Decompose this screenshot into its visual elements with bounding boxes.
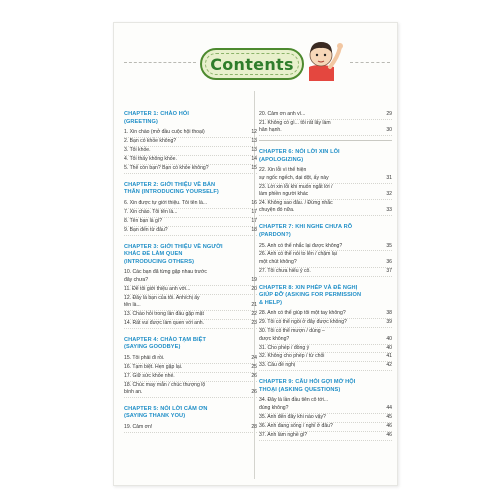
toc-entry-title: 23. Lời xin lỗi khi muốn ngắt lời / làm phiền người khác bbox=[259, 183, 333, 198]
toc-entry-page: 17 bbox=[251, 217, 257, 224]
toc-entry-page: 24 bbox=[251, 354, 257, 361]
toc-entry-page: 25 bbox=[251, 363, 257, 370]
toc-entry[interactable] bbox=[259, 423, 392, 432]
chapter-heading[interactable]: CHAPTER 1: CHÀO HỎI (GREETING) bbox=[124, 111, 189, 125]
chapter-heading[interactable]: CHAPTER 6: NÓI LỜI XIN LỖI (APOLOGIZING) bbox=[259, 149, 340, 163]
toc-entry-page: 22 bbox=[251, 310, 257, 317]
toc-entry-page: 13 bbox=[251, 138, 257, 145]
toc-entry[interactable] bbox=[259, 432, 392, 441]
toc-right-chapters bbox=[259, 149, 392, 440]
toc-entry[interactable] bbox=[124, 129, 257, 138]
chapter-heading[interactable]: CHAPTER 2: GIỚI THIỆU VỀ BẢN THÂN (INTRODUCING YOURSELF) bbox=[124, 181, 219, 196]
toc-entry[interactable] bbox=[259, 362, 392, 371]
toc-entry-title: 29. Tôi có thể ngồi ở đây được không? bbox=[259, 319, 347, 326]
toc-entry-page: 42 bbox=[386, 362, 392, 369]
toc-entry[interactable] bbox=[124, 320, 257, 329]
toc-right-column bbox=[259, 94, 392, 441]
toc-entry[interactable] bbox=[124, 218, 257, 227]
toc-entry-page: 29 bbox=[386, 111, 392, 117]
toc-entry[interactable] bbox=[124, 200, 257, 209]
toc-entry-title: 25. Anh có thể nhắc lại được không? bbox=[259, 242, 343, 249]
toc-entry[interactable] bbox=[259, 353, 392, 362]
toc-entry[interactable] bbox=[259, 111, 392, 120]
toc-entry-title: 17. Giữ sức khỏe nhé. bbox=[124, 372, 175, 379]
toc-entry[interactable] bbox=[124, 227, 257, 236]
toc-entry[interactable] bbox=[259, 397, 392, 413]
toc-entry[interactable] bbox=[124, 355, 257, 364]
toc-entry[interactable] bbox=[259, 120, 392, 136]
toc-entry-title: 16. Tạm biệt. Hẹn gặp lại. bbox=[124, 363, 183, 370]
toc-entry-page: 40 bbox=[386, 344, 392, 351]
toc-entry[interactable] bbox=[259, 251, 392, 267]
toc-entry-page: 36 bbox=[386, 258, 392, 265]
toc-left-column bbox=[124, 94, 257, 433]
toc-entry[interactable] bbox=[124, 138, 257, 147]
book-page bbox=[113, 22, 398, 486]
toc-entry[interactable] bbox=[124, 364, 257, 373]
toc-entry[interactable] bbox=[124, 165, 257, 174]
toc-entry-page: 46 bbox=[386, 422, 392, 429]
toc-entry-page: 31 bbox=[386, 174, 392, 181]
toc-entry[interactable] bbox=[259, 167, 392, 183]
toc-entry-page: 12 bbox=[251, 129, 257, 136]
toc-entry-title: 15. Tôi phải đi rồi. bbox=[124, 354, 165, 361]
header-dash-left bbox=[124, 62, 196, 63]
toc-entry-title: 21. Không có gì... tôi rất lấy làm hân hạnh. bbox=[259, 119, 331, 134]
toc-entry[interactable] bbox=[124, 269, 257, 285]
toc-entry[interactable] bbox=[259, 345, 392, 354]
toc-entry[interactable] bbox=[124, 286, 257, 295]
toc-entry-title: 12. Đây là bạn của tôi. Anh/chị ấy tên là... bbox=[124, 294, 200, 308]
toc-entry-page: 37 bbox=[386, 267, 392, 274]
toc-entry-title: 3. Tôi khỏe. bbox=[124, 147, 151, 153]
toc-entry[interactable] bbox=[124, 295, 257, 311]
toc-entry-title: 6. Xin được tự giới thiệu. Tôi tên là... bbox=[124, 199, 208, 206]
toc-entry-title: 19. Cảm ơn! bbox=[124, 424, 153, 431]
chapter-heading[interactable]: CHAPTER 4: CHÀO TẠM BIỆT (SAYING GOODBYE) bbox=[124, 336, 206, 351]
toc-entry-title: 14. Rất vui được làm quen với anh. bbox=[124, 319, 205, 326]
toc-entry-page: 18 bbox=[251, 226, 257, 233]
toc-entry-page: 14 bbox=[251, 155, 257, 162]
toc-entry[interactable] bbox=[124, 209, 257, 218]
toc-entry[interactable] bbox=[124, 424, 257, 433]
toc-entry-page: 45 bbox=[386, 413, 392, 420]
toc-entry-title: 27. Tôi chưa hiểu ý cô. bbox=[259, 267, 311, 274]
toc-entry[interactable] bbox=[259, 184, 392, 200]
toc-entry-title: 20. Cảm ơn anh vì... bbox=[259, 111, 306, 117]
toc-entry-page: 23 bbox=[251, 319, 257, 326]
toc-continued-entries bbox=[259, 111, 392, 136]
toc-entry-title: 26. Anh có thể nói to lên / chậm lại một chút không? bbox=[259, 251, 337, 265]
toc-entry[interactable] bbox=[124, 373, 257, 382]
toc-entry[interactable] bbox=[259, 319, 392, 328]
header-dash-right bbox=[350, 62, 390, 63]
toc-entry-title: 9. Bạn đến từ đâu? bbox=[124, 226, 168, 233]
toc-entry-page: 41 bbox=[386, 353, 392, 360]
chapter-heading[interactable]: CHAPTER 5: NÓI LỜI CẢM ƠN (SAYING THANK YOU) bbox=[124, 405, 208, 420]
toc-entry-page: 30 bbox=[386, 127, 392, 134]
toc-entry-title: 11. Để tôi giới thiệu anh với... bbox=[124, 285, 191, 292]
toc-entry-page: 40 bbox=[386, 335, 392, 342]
toc-entry-page: 20 bbox=[251, 285, 257, 292]
toc-entry[interactable] bbox=[124, 311, 257, 320]
toc-entry-page: 15 bbox=[251, 164, 257, 171]
toc-entry-page: 21 bbox=[251, 301, 257, 308]
toc-entry-page: 39 bbox=[386, 319, 392, 326]
toc-entry-title: 24. Không sao đâu. / Đừng nhắc chuyện đó nữa. bbox=[259, 200, 333, 214]
toc-entry-title: 2. Bạn có khỏe không? bbox=[124, 138, 177, 145]
page-title: Contents bbox=[210, 54, 294, 74]
toc-entry-page: 46 bbox=[386, 431, 392, 438]
toc-entry[interactable] bbox=[259, 414, 392, 423]
toc-entry[interactable] bbox=[124, 147, 257, 156]
toc-entry[interactable] bbox=[259, 200, 392, 216]
toc-entry-page: 32 bbox=[386, 191, 392, 198]
toc-entry-title: 37. Anh làm nghề gì? bbox=[259, 431, 308, 438]
toc-entry-title: 28. Anh có thể giúp tôi một tay không? bbox=[259, 310, 346, 317]
toc-entry[interactable] bbox=[124, 382, 257, 398]
toc-entry-title: 8. Tên bạn là gì? bbox=[124, 217, 163, 224]
toc-entry-title: 5. Thế còn bạn? Bạn có khỏe không? bbox=[124, 164, 209, 171]
toc-entry-title: 36. Anh đang sống / nghỉ ở đâu? bbox=[259, 422, 333, 429]
toc-entry-title: 35. Anh đến đây khi nào vậy? bbox=[259, 413, 326, 420]
toc-entry-title: 30. Tôi có thể mượn / dùng – được không? bbox=[259, 328, 325, 342]
section-separator bbox=[259, 140, 392, 141]
toc-entry-title: 7. Xin chào. Tôi tên là... bbox=[124, 208, 178, 215]
cartoon-boy-icon bbox=[304, 37, 344, 87]
toc-entry-page: 35 bbox=[386, 242, 392, 249]
toc-entry-title: 1. Xin chào (mở đầu cuộc hội thoại) bbox=[124, 129, 205, 136]
chapter-heading[interactable]: CHAPTER 9: CÂU HỎI GỢI MỞ HỘI THOẠI (ASKING QUESTIONS) bbox=[259, 379, 356, 393]
chapter-heading[interactable]: CHAPTER 8: XIN PHÉP VÀ ĐỀ NGHỊ GIÚP ĐỠ (ASKING FOR PERMISSION & HELP) bbox=[259, 284, 362, 306]
toc-entry-page: 33 bbox=[386, 207, 392, 214]
toc-entry[interactable] bbox=[259, 268, 392, 277]
toc-entry-page: 17 bbox=[251, 208, 257, 215]
toc-entry-title: 22. Xin lỗi vì thể hiện sự ngốc ngếch, dại dột, ấy này bbox=[259, 167, 329, 181]
toc-entry-page: 16 bbox=[251, 199, 257, 206]
toc-entry-title: 13. Chào hỏi trong lần đầu gặp mặt bbox=[124, 310, 204, 317]
toc-entry-page: 19 bbox=[251, 276, 257, 283]
contents-banner bbox=[200, 48, 304, 80]
toc-entry-title: 10. Các bạn đã từng gặp nhau trước đây chưa? bbox=[124, 269, 207, 283]
toc-entry-page: 26 bbox=[251, 372, 257, 379]
toc-entry-title: 31. Cho phép / đồng ý bbox=[259, 344, 310, 351]
toc-entry[interactable] bbox=[124, 156, 257, 165]
toc-entry-page: 26 bbox=[251, 388, 257, 395]
toc-entry-title: 18. Chúc may mắn / chúc thượng lộ bình an. bbox=[124, 381, 206, 395]
toc-entry-page: 28 bbox=[251, 424, 257, 431]
toc-entry-title: 33. Câu đề nghị bbox=[259, 362, 295, 369]
toc-entry-page: 13 bbox=[251, 147, 257, 153]
chapter-heading[interactable]: CHAPTER 7: KHI NGHE CHƯA RÕ (PARDON?) bbox=[259, 224, 353, 238]
chapter-heading[interactable]: CHAPTER 3: GIỚI THIỆU VỀ NGƯỜI KHÁC ĐỂ LÀM QUEN (INTRODUCING OTHERS) bbox=[124, 243, 223, 265]
toc-entry[interactable] bbox=[259, 310, 392, 319]
toc-entry[interactable] bbox=[259, 328, 392, 344]
toc-entry-title: 32. Không cho phép / từ chối bbox=[259, 353, 325, 360]
toc-entry-title: 4. Tôi thấy không khỏe. bbox=[124, 155, 177, 162]
toc-entry-title: 34. Đây là lần đầu tiên cô tới... đúng không? bbox=[259, 397, 329, 411]
toc-entry-page: 38 bbox=[386, 310, 392, 317]
toc-entry-page: 44 bbox=[386, 404, 392, 411]
